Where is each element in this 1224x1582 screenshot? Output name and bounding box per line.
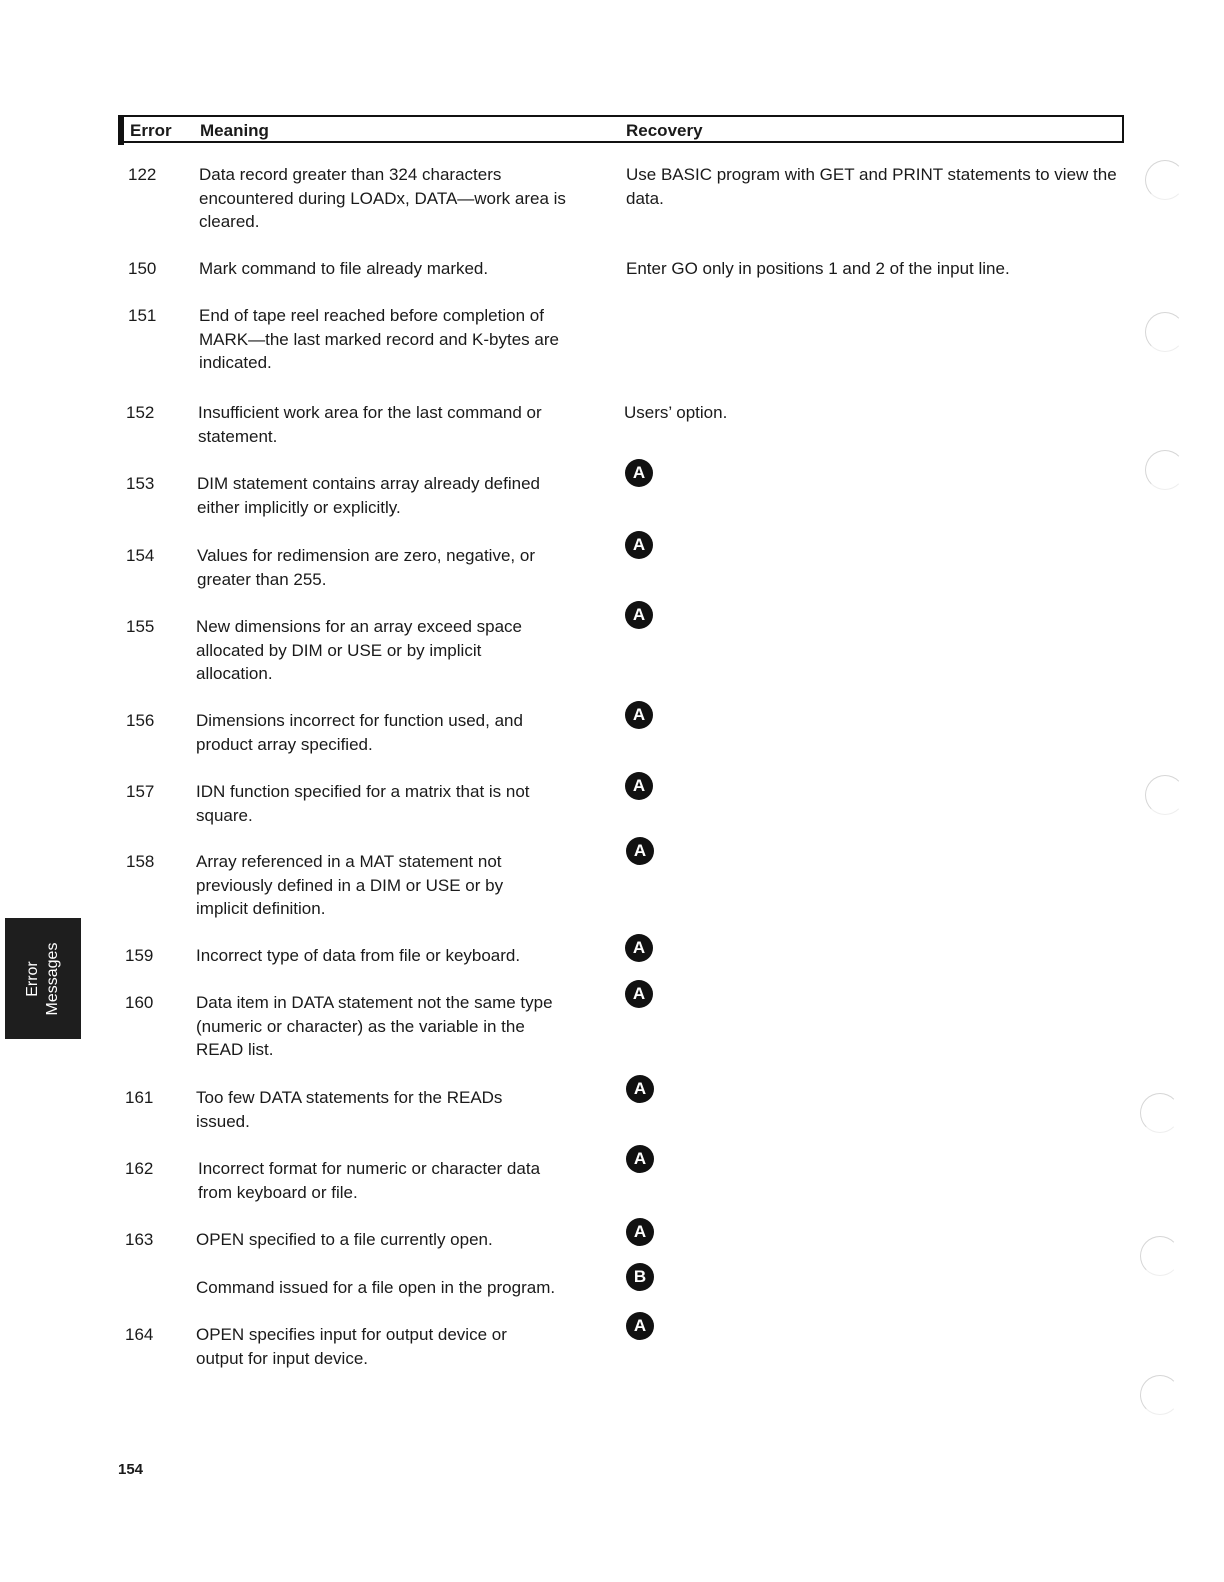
error-recovery: Users’ option. bbox=[624, 403, 728, 422]
binder-hole-mark bbox=[1145, 775, 1185, 815]
binder-hole-mark bbox=[1140, 1375, 1180, 1415]
error-meaning: Command issued for a file open in the program. bbox=[196, 1278, 556, 1297]
error-meaning: Array referenced in a MAT statement not previously defined in a DIM or USE or by implicit definition. bbox=[196, 852, 504, 919]
recovery-badge-icon: A bbox=[626, 1312, 654, 1340]
error-meaning: Values for redimension are zero, negative, or greater than 255. bbox=[197, 546, 535, 589]
error-code: 161 bbox=[125, 1088, 154, 1107]
error-code: 122 bbox=[128, 165, 157, 184]
error-code: 158 bbox=[126, 852, 155, 871]
error-recovery: Use BASIC program with GET and PRINT statements to view the data. bbox=[626, 165, 1117, 208]
recovery-badge-icon: A bbox=[626, 1075, 654, 1103]
error-meaning: Insufficient work area for the last command or statement. bbox=[198, 403, 542, 446]
error-code: 162 bbox=[125, 1159, 154, 1178]
section-tab-line-1: Error bbox=[24, 960, 41, 997]
recovery-badge-icon: A bbox=[625, 980, 653, 1008]
error-code: 164 bbox=[125, 1325, 154, 1344]
error-code: 163 bbox=[125, 1230, 154, 1249]
error-code: 160 bbox=[125, 993, 154, 1012]
section-tab-label bbox=[23, 942, 63, 1015]
error-code: 151 bbox=[128, 306, 157, 325]
header-meaning: Meaning bbox=[200, 121, 269, 140]
error-meaning: IDN function specified for a matrix that is not square. bbox=[196, 782, 530, 825]
error-code: 153 bbox=[126, 474, 155, 493]
recovery-badge-icon: A bbox=[625, 531, 653, 559]
error-meaning: Data record greater than 324 characters encountered during LOADx, DATA—work area is cleared. bbox=[199, 165, 566, 232]
recovery-badge-icon: A bbox=[625, 459, 653, 487]
error-meaning: Incorrect format for numeric or character data from keyboard or file. bbox=[198, 1159, 541, 1202]
recovery-badge-icon: A bbox=[626, 1145, 654, 1173]
error-meaning: Mark command to file already marked. bbox=[199, 259, 489, 278]
error-code: 157 bbox=[126, 782, 155, 801]
recovery-badge-icon: B bbox=[626, 1263, 654, 1291]
binder-hole-mark bbox=[1140, 1236, 1180, 1276]
recovery-badge-icon: A bbox=[625, 601, 653, 629]
binder-hole-mark bbox=[1140, 1093, 1180, 1133]
recovery-badge-icon: A bbox=[625, 701, 653, 729]
error-meaning: OPEN specifies input for output device or output for input device. bbox=[196, 1325, 507, 1368]
header-left-bar bbox=[118, 115, 124, 145]
binder-hole-mark bbox=[1145, 312, 1185, 352]
error-meaning: New dimensions for an array exceed space allocated by DIM or USE or by implicit allocation. bbox=[196, 617, 522, 684]
binder-hole-mark bbox=[1145, 160, 1185, 200]
recovery-badge-icon: A bbox=[625, 772, 653, 800]
binder-hole-mark bbox=[1145, 450, 1185, 490]
recovery-badge-icon: A bbox=[626, 1218, 654, 1246]
error-meaning: OPEN specified to a file currently open. bbox=[196, 1230, 493, 1249]
error-code: 154 bbox=[126, 546, 155, 565]
header-recovery: Recovery bbox=[626, 121, 703, 140]
error-meaning: Too few DATA statements for the READs issued. bbox=[196, 1088, 503, 1131]
section-tab bbox=[5, 918, 81, 1039]
error-recovery: Enter GO only in positions 1 and 2 of the input line. bbox=[626, 259, 1010, 278]
section-tab-line-2: Messages bbox=[44, 942, 61, 1015]
error-meaning: End of tape reel reached before completion of MARK—the last marked record and K-bytes are indicated. bbox=[199, 306, 559, 373]
error-code: 155 bbox=[126, 617, 155, 636]
page-number: 154 bbox=[118, 1461, 144, 1478]
error-code: 152 bbox=[126, 403, 155, 422]
table-header bbox=[118, 115, 1124, 143]
error-meaning: Data item in DATA statement not the same type (numeric or character) as the variable in the READ list. bbox=[196, 993, 553, 1060]
error-meaning: Incorrect type of data from file or keyboard. bbox=[196, 946, 521, 965]
error-code: 150 bbox=[128, 259, 157, 278]
error-meaning: DIM statement contains array already defined either implicitly or explicitly. bbox=[197, 474, 541, 517]
error-code: 156 bbox=[126, 711, 155, 730]
header-error: Error bbox=[130, 121, 172, 140]
error-code: 159 bbox=[125, 946, 154, 965]
error-meaning: Dimensions incorrect for function used, and product array specified. bbox=[196, 711, 523, 754]
recovery-badge-icon: A bbox=[625, 934, 653, 962]
recovery-badge-icon: A bbox=[626, 837, 654, 865]
